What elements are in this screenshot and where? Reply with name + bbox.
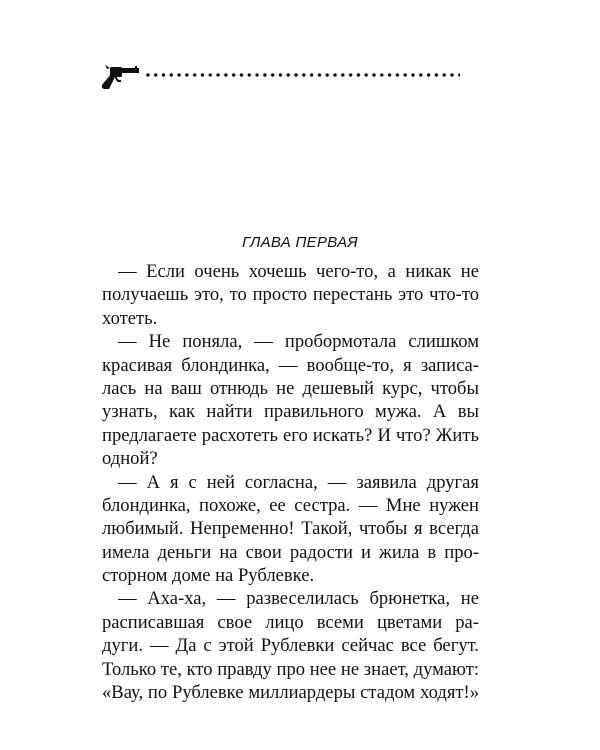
text-line: — Не поняла, — пробормотала слишком bbox=[118, 331, 479, 353]
text-line: имела деньги на свои радости и жила в про- bbox=[102, 541, 479, 563]
text-line: одной? bbox=[102, 448, 158, 470]
text-line: блондинка, похоже, ее сестра. — Мне нужен bbox=[102, 494, 479, 516]
text-line: любимый. Непременно! Такой, чтобы я всегда bbox=[102, 518, 479, 540]
body-text bbox=[102, 260, 479, 704]
text-line: — Аха-ха, — развеселилась брюнетка, не bbox=[118, 588, 479, 610]
page-header bbox=[100, 64, 470, 90]
text-line: сторном доме на Рублевке. bbox=[102, 565, 315, 587]
text-line: — Если очень хочешь чего-то, а никак не bbox=[118, 261, 479, 282]
text-line: красивая блондинка, — вообще-то, я записа- bbox=[102, 354, 479, 376]
text-line: предлагаете расхотеть его искать? И что? Жить bbox=[102, 424, 479, 446]
text-line: узнать, как найти правильного мужа. А вы bbox=[102, 401, 479, 423]
revolver-icon bbox=[100, 64, 140, 90]
text-line: лась на ваш отнюдь не дешевый курс, чтобы bbox=[102, 377, 479, 399]
text-line: получаешь это, то просто перестань это что-то bbox=[102, 284, 479, 306]
chapter-title: ГЛАВА ПЕРВАЯ bbox=[242, 234, 358, 251]
text-line: — А я с ней согласна, — заявила другая bbox=[118, 471, 479, 493]
text-line: расписавшая свое лицо всеми цветами ра- bbox=[102, 611, 479, 633]
text-line: хотеть. bbox=[102, 307, 158, 329]
text-line: дуги. — Да с этой Рублевки сейчас все бегут. bbox=[102, 635, 479, 657]
text-line: «Вау, по Рублевке миллиардеры стадом ходят!» bbox=[102, 682, 479, 704]
text-line: Только те, кто правду про нее не знает, думают: bbox=[102, 658, 479, 680]
dotted-rule bbox=[144, 73, 460, 77]
